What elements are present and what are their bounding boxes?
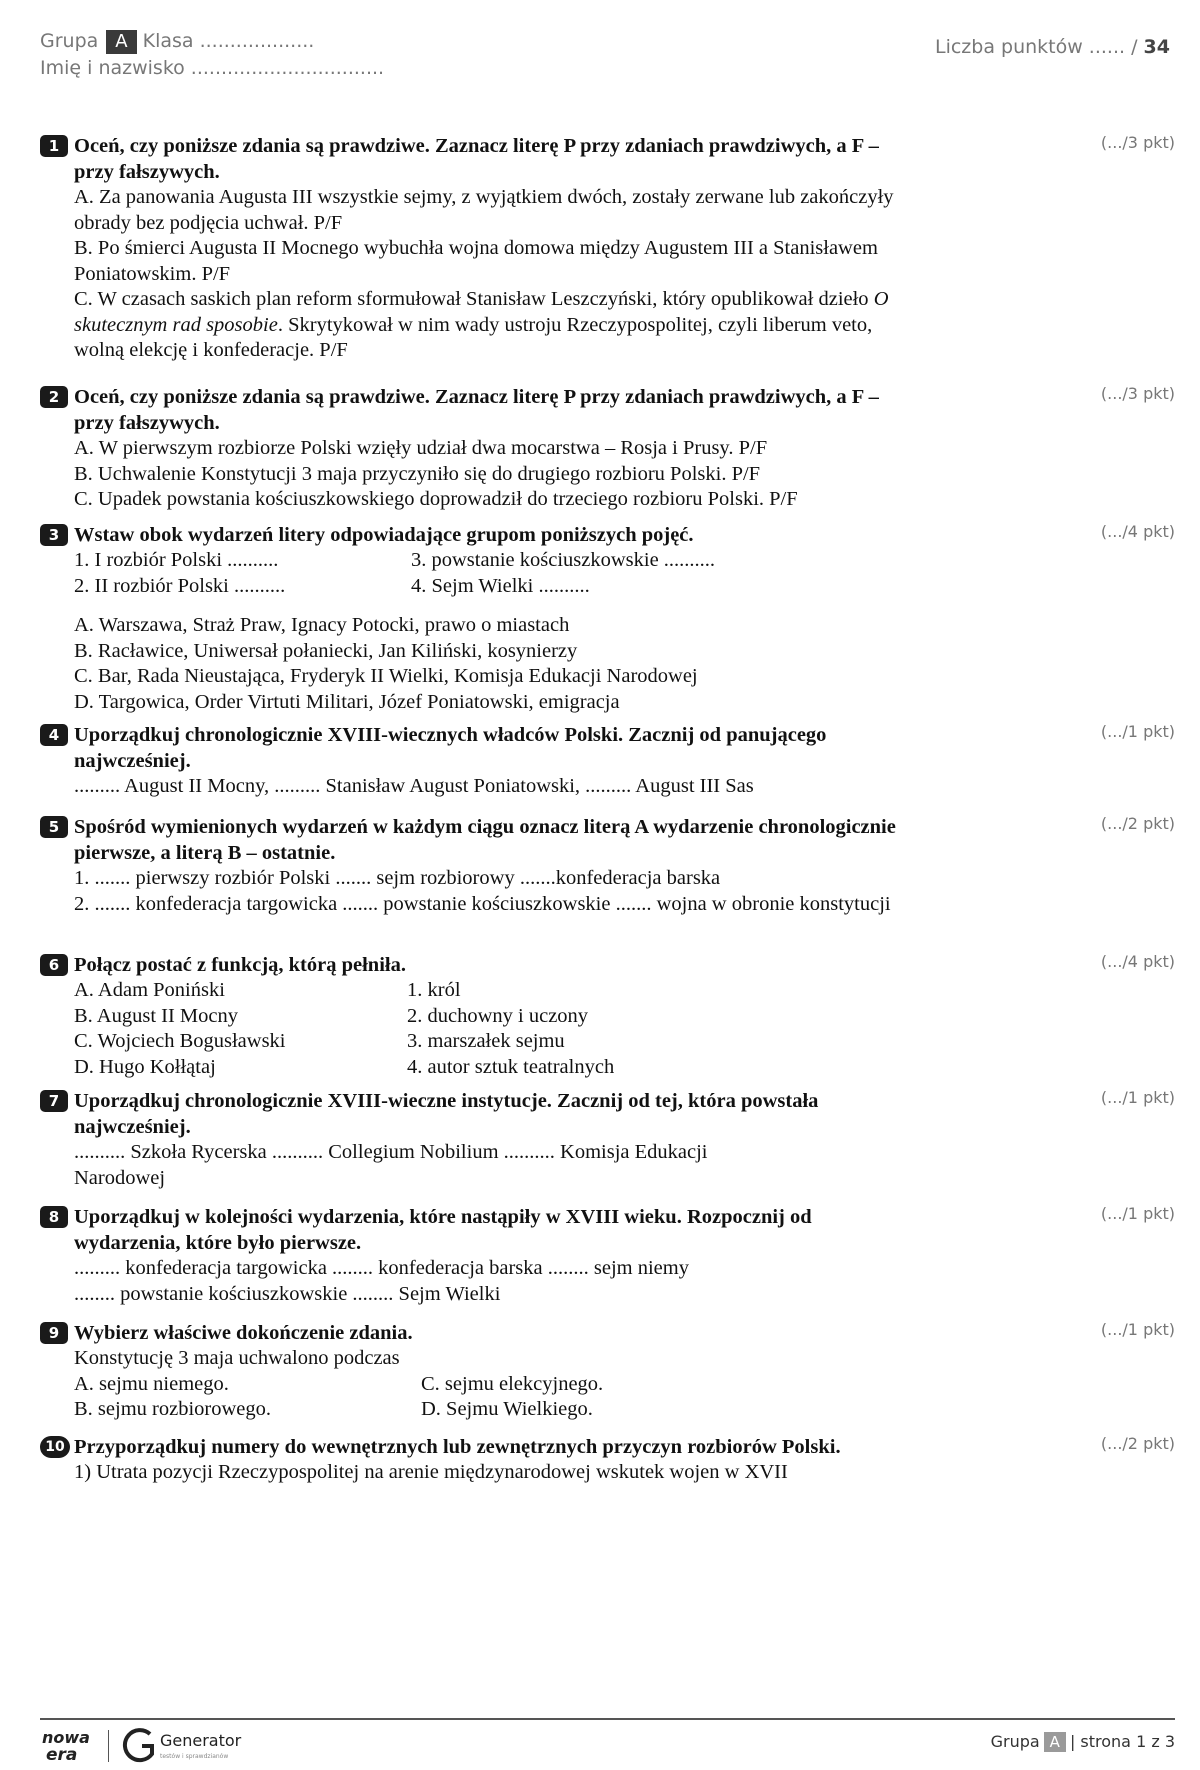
task-points: (.../1 pkt) — [1100, 1204, 1175, 1223]
points-label: Liczba punktów ...... / — [934, 36, 1138, 58]
task-body — [74, 1460, 924, 1486]
task-7 — [40, 1088, 1175, 1191]
event-item: 2. II rozbiór Polski .......... — [74, 574, 286, 597]
concept-group-d: D. Targowica, Order Virtuti Militari, Józef Poniatowski, emigracja — [74, 690, 620, 713]
task-body — [74, 866, 924, 917]
task-8 — [40, 1204, 1175, 1307]
answer-line: ......... konfederacja targowicka ........ konfederacja barska ........ sejm niemy — [74, 1257, 689, 1279]
page-number: | strona 1 z 3 — [1069, 1732, 1175, 1751]
answer-line: ......... August II Mocny, ......... Stanisław August Poniatowski, ......... August III Sas — [74, 775, 754, 797]
task-title: Oceń, czy poniższe zdania są prawdziwe. Zaznacz literę P przy zdaniach prawdziwych, a F – przy fałszywych. — [74, 135, 879, 183]
option-c: C. sejmu elekcyjnego. — [421, 1372, 604, 1395]
name-field: Imię i nazwisko ................................ — [40, 57, 385, 79]
logo-subtext: testów i sprawdzianów — [160, 1753, 229, 1760]
page-footer — [40, 1718, 1175, 1768]
task-points: (.../1 pkt) — [1100, 1088, 1175, 1107]
task-title: Wybierz właściwe dokończenie zdania. — [74, 1322, 413, 1344]
sequence-2: 2. ....... konfederacja targowicka ....... powstanie kościuszkowskie ....... wojna w obronie konstytucji — [74, 892, 891, 915]
task-body — [74, 185, 924, 364]
task-body — [74, 548, 924, 715]
task-number: 6 — [40, 954, 68, 976]
task-body — [74, 978, 924, 1080]
task-6 — [40, 952, 1175, 1080]
task-title: Połącz postać z funkcją, którą pełniła. — [74, 954, 406, 976]
task-title: Wstaw obok wydarzeń litery odpowiadające grupom poniższych pojęć. — [74, 524, 694, 546]
task-title: Uporządkuj chronologicznie XVIII-wieczne instytucje. Zacznij od tej, która powstała najwcześniej. — [74, 1090, 819, 1138]
match-row — [74, 978, 924, 1004]
task-body — [74, 1346, 924, 1423]
task-title: Oceń, czy poniższe zdania są prawdziwe. Zaznacz literę P przy zdaniach prawdziwych, a F – przy fałszywych. — [74, 386, 879, 434]
task-number: 4 — [40, 724, 68, 746]
match-row — [74, 1055, 924, 1081]
worksheet-header — [40, 30, 1170, 100]
generator-logo — [120, 1726, 280, 1766]
task-points: (.../2 pkt) — [1100, 814, 1175, 833]
logo-text: era — [46, 1745, 78, 1765]
event-item: 4. Sejm Wielki .......... — [411, 574, 590, 597]
points-total — [935, 36, 1170, 58]
statement-a: A. Za panowania Augusta III wszystkie sejmy, z wyjątkiem dwóch, zostały zerwane lub zakończyły obrady bez podjęcia uchwał. P/F — [74, 186, 894, 234]
answer-line: .......... Szkoła Rycerska .......... Collegium Nobilium .......... Komisja Edukacji Narodowej — [74, 1141, 708, 1189]
statement-c-text: C. W czasach saskich plan reform sformułował Stanisław Leszczyński, który opublikował dzieło — [74, 288, 874, 310]
task-1 — [40, 133, 1175, 364]
task-title: Przyporządkuj numery do wewnętrznych lub zewnętrznych przyczyn rozbiorów Polski. — [74, 1436, 841, 1458]
task-4 — [40, 722, 1175, 800]
statement-c-text-end: . Skrytykował w nim wady ustroju Rzeczypospolitej, czyli liberum veto, wolną elekcję i konfederacje. P/F — [74, 313, 873, 361]
task-points: (.../3 pkt) — [1100, 133, 1175, 152]
logo-divider — [108, 1730, 109, 1762]
option-row — [74, 1397, 924, 1423]
task-number: 10 — [40, 1436, 70, 1458]
logo-text: nowa — [42, 1728, 90, 1747]
concept-group-c: C. Bar, Rada Nieustająca, Fryderyk II Wielki, Komisja Edukacji Narodowej — [74, 665, 698, 687]
group-label: Grupa — [40, 30, 99, 52]
task-points: (.../1 pkt) — [1100, 722, 1175, 741]
function-item: 4. autor sztuk teatralnych — [407, 1055, 615, 1078]
person-item: D. Hugo Kołłątaj — [74, 1055, 216, 1078]
task-number: 9 — [40, 1322, 68, 1344]
task-points: (.../3 pkt) — [1100, 384, 1175, 403]
task-10 — [40, 1434, 1175, 1486]
statement-c — [74, 287, 924, 364]
event-item: 3. powstanie kościuszkowskie .......... — [411, 549, 716, 571]
task-3 — [40, 522, 1175, 715]
nowa-era-logo — [40, 1726, 100, 1766]
task-body — [74, 1140, 924, 1191]
statement-c: C. Upadek powstania kościuszkowskiego doprowadził do trzeciego rozbioru Polski. P/F — [74, 488, 798, 510]
page-info — [991, 1732, 1175, 1752]
task-points: (.../2 pkt) — [1100, 1434, 1175, 1453]
task-number: 2 — [40, 386, 68, 408]
task-number: 8 — [40, 1206, 68, 1228]
task-9 — [40, 1320, 1175, 1423]
function-item: 1. król — [407, 979, 461, 1001]
question-stem: Konstytucję 3 maja uchwalono podczas — [74, 1347, 400, 1369]
task-2 — [40, 384, 1175, 513]
task-5 — [40, 814, 1175, 917]
event-item: 1. I rozbiór Polski .......... — [74, 549, 279, 571]
person-item: B. August II Mocny — [74, 1004, 238, 1027]
sequence-1: 1. ....... pierwszy rozbiór Polski ....... sejm rozbiorowy .......konfederacja barska — [74, 867, 721, 889]
concept-group-b: B. Racławice, Uniwersał połaniecki, Jan Kiliński, kosynierzy — [74, 639, 578, 662]
task-points: (.../1 pkt) — [1100, 1320, 1175, 1339]
option-row — [74, 1372, 924, 1398]
match-row — [74, 1029, 924, 1055]
task-body — [74, 436, 924, 513]
logo-text: Generator — [160, 1731, 242, 1750]
group-label: Grupa — [990, 1732, 1040, 1751]
option-a: A. sejmu niemego. — [74, 1372, 229, 1395]
statement-b: B. Uchwalenie Konstytucji 3 maja przyczyniło się do drugiego rozbioru Polski. P/F — [74, 462, 761, 485]
group-badge: A — [106, 30, 136, 54]
task-title: Uporządkuj chronologicznie XVIII-wiecznych władców Polski. Zacznij od panującego najwcześniej. — [74, 724, 827, 772]
class-field: Klasa ................... — [142, 30, 315, 52]
function-item: 2. duchowny i uczony — [407, 1004, 589, 1027]
task-title: Uporządkuj w kolejności wydarzenia, które nastąpiły w XVIII wieku. Rozpocznij od wydarzenia, które było pierwsze. — [74, 1206, 812, 1254]
task-points: (.../4 pkt) — [1100, 952, 1175, 971]
concept-group-a: A. Warszawa, Straż Praw, Ignacy Potocki, prawo o miastach — [74, 614, 570, 636]
generator-g-icon — [125, 1730, 152, 1760]
person-item: C. Wojciech Bogusławski — [74, 1030, 286, 1052]
answer-line: ........ powstanie kościuszkowskie ........ Sejm Wielki — [74, 1282, 501, 1305]
statement-a: A. W pierwszym rozbiorze Polski wzięły udział dwa mocarstwa – Rosja i Prusy. P/F — [74, 437, 768, 459]
task-number: 7 — [40, 1090, 68, 1112]
option-b: B. sejmu rozbiorowego. — [74, 1398, 271, 1420]
points-max: 34 — [1143, 36, 1170, 58]
task-points: (.../4 pkt) — [1100, 522, 1175, 541]
task-number: 1 — [40, 135, 68, 157]
task-number: 5 — [40, 816, 68, 838]
group-badge: A — [1044, 1732, 1066, 1752]
book-title: O skutecznym rad sposobie — [74, 288, 889, 336]
event-row — [74, 574, 924, 600]
task-title: Spośród wymienionych wydarzeń w każdym ciągu oznacz literą A wydarzenie chronologicznie pierwsze, a literą B – ostatnie. — [74, 816, 896, 864]
task-body — [74, 1256, 924, 1307]
function-item: 3. marszałek sejmu — [407, 1030, 565, 1052]
cause-item: 1) Utrata pozycji Rzeczypospolitej na arenie międzynarodowej wskutek wojen w XVII — [74, 1461, 788, 1483]
task-number: 3 — [40, 524, 68, 546]
match-row — [74, 1004, 924, 1030]
person-item: A. Adam Poniński — [74, 979, 225, 1001]
option-d: D. Sejmu Wielkiego. — [421, 1398, 593, 1420]
event-row — [74, 548, 924, 574]
task-body — [74, 774, 924, 800]
statement-b: B. Po śmierci Augusta II Mocnego wybuchła wojna domowa między Augustem III a Stanisławem Poniatowskim. P/F — [74, 237, 878, 285]
group-class-row — [40, 30, 314, 54]
